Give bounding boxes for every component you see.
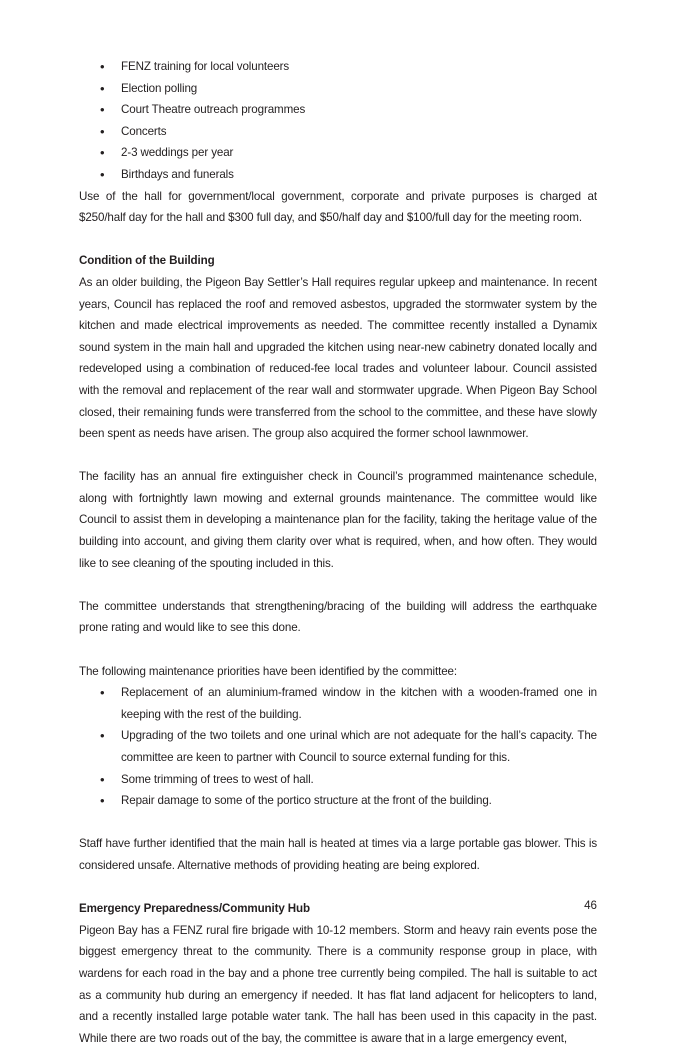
list-item-label: Concerts (121, 124, 167, 138)
list-item (79, 99, 597, 121)
maintenance-priorities-intro: The following maintenance priorities have been identified by the committee: (79, 664, 457, 678)
bullet-point-icon: • (100, 793, 105, 809)
hall-uses-list (79, 56, 597, 186)
spacer-3 (79, 574, 597, 596)
list-item (79, 725, 597, 768)
building-condition-paragraph: As an older building, the Pigeon Bay Settler’s Hall requires regular upkeep and maintenance. In recent years, Council has replaced the roof and removed asbestos, upgraded the stormwater system by the kitchen and made electrical improvements as needed. The committee recently installed a Dynamix sound system in the main hall and upgraded the kitchen using near-new cabinetry donated locally and redeveloped using a combination of reduced-fee local trades and volunteer labour. Council assisted with the removal and replacement of the rear wall and stormwater upgrade. When Pigeon Bay School closed, their remaining funds were transferred from the school to the committee, and these have slowly been spent as needs have arisen. The group also acquired the former school lawnmower. (79, 275, 597, 441)
bullet-point-icon: • (100, 102, 105, 118)
spacer-1 (79, 229, 597, 251)
list-item-label: Replacement of an aluminium-framed window in the kitchen with a wooden-framed one in keeping with the rest of the building. (121, 686, 597, 721)
list-item-label: FENZ training for local volunteers (121, 60, 290, 73)
list-item-label: Birthdays and funerals (121, 167, 234, 181)
list-item-label: Court Theatre outreach programmes (121, 103, 306, 117)
list-item (79, 790, 597, 812)
emergency-preparedness-heading: Emergency Preparedness/Community Hub (79, 902, 310, 916)
list-item (79, 56, 597, 78)
list-item-label: Upgrading of the two toilets and one urinal which are not adequate for the hall’s capacity. The committee are keen to partner with Council to source external funding for this. (121, 729, 597, 764)
bullet-point-icon: • (100, 145, 105, 161)
bullet-point-icon: • (100, 771, 105, 787)
list-item (79, 78, 597, 100)
bullet-point-icon: • (100, 123, 105, 139)
list-item-label: Election polling (121, 81, 198, 95)
bullet-point-icon: • (100, 59, 105, 74)
list-item (79, 121, 597, 143)
spacer-5 (79, 812, 597, 834)
condition-of-the-building-heading: Condition of the Building (79, 254, 215, 268)
emergency-preparedness-paragraph: Pigeon Bay has a FENZ rural fire brigade with 10-12 members. Storm and heavy rain events pose the biggest emergency threat to the community. There is a community response group in place, with wardens for each road in the bay and a phone tree currently being compiled. The hall is suitable to act as a community hub during an emergency if needed. It has flat land adjacent for helicopters to land, and a recently installed large potable water tank. The hall has been used in this capacity in the past. While there are two roads out of the bay, the committee is aware that in a large emergency event, (79, 923, 597, 1045)
spacer-6 (79, 877, 597, 899)
spacer-2 (79, 445, 597, 467)
maintenance-schedule-paragraph: The facility has an annual fire extinguisher check in Council’s programmed maintenance schedule, along with fortnightly lawn mowing and external grounds maintenance. The committee would like Council to assist them in developing a maintenance plan for the facility, taking the heritage value of the building into account, and giving them clarity over what is required, when, and how often. They would like to see cleaning of the spouting included in this. (79, 470, 597, 570)
spacer-4 (79, 639, 597, 661)
list-item (79, 769, 597, 791)
bullet-point-icon: • (100, 685, 105, 701)
earthquake-strengthening-paragraph: The committee understands that strengthening/bracing of the building will address the earthquake prone rating and would like to see this done. (79, 599, 597, 635)
gas-blower-paragraph: Staff have further identified that the main hall is heated at times via a large portable gas blower. This is considered unsafe. Alternative methods of providing heating are being explored. (79, 837, 597, 872)
hall-charges-paragraph: Use of the hall for government/local government, corporate and private purposes is charged at $250/half day for the hall and $300 full day, and $50/half day and $100/full day for the meeting room. (79, 189, 597, 225)
list-item (79, 142, 597, 164)
list-item-label: 2-3 weddings per year (121, 146, 234, 160)
bullet-point-icon: • (100, 166, 105, 182)
list-item (79, 682, 597, 725)
bullet-point-icon: • (100, 728, 105, 744)
list-item-label: Repair damage to some of the portico structure at the front of the building. (121, 794, 492, 808)
list-item-label: Some trimming of trees to west of hall. (121, 772, 314, 786)
list-item (79, 164, 597, 186)
maintenance-priorities-list (79, 682, 597, 812)
page-number: 46 (584, 899, 597, 912)
bullet-point-icon: • (100, 80, 105, 96)
